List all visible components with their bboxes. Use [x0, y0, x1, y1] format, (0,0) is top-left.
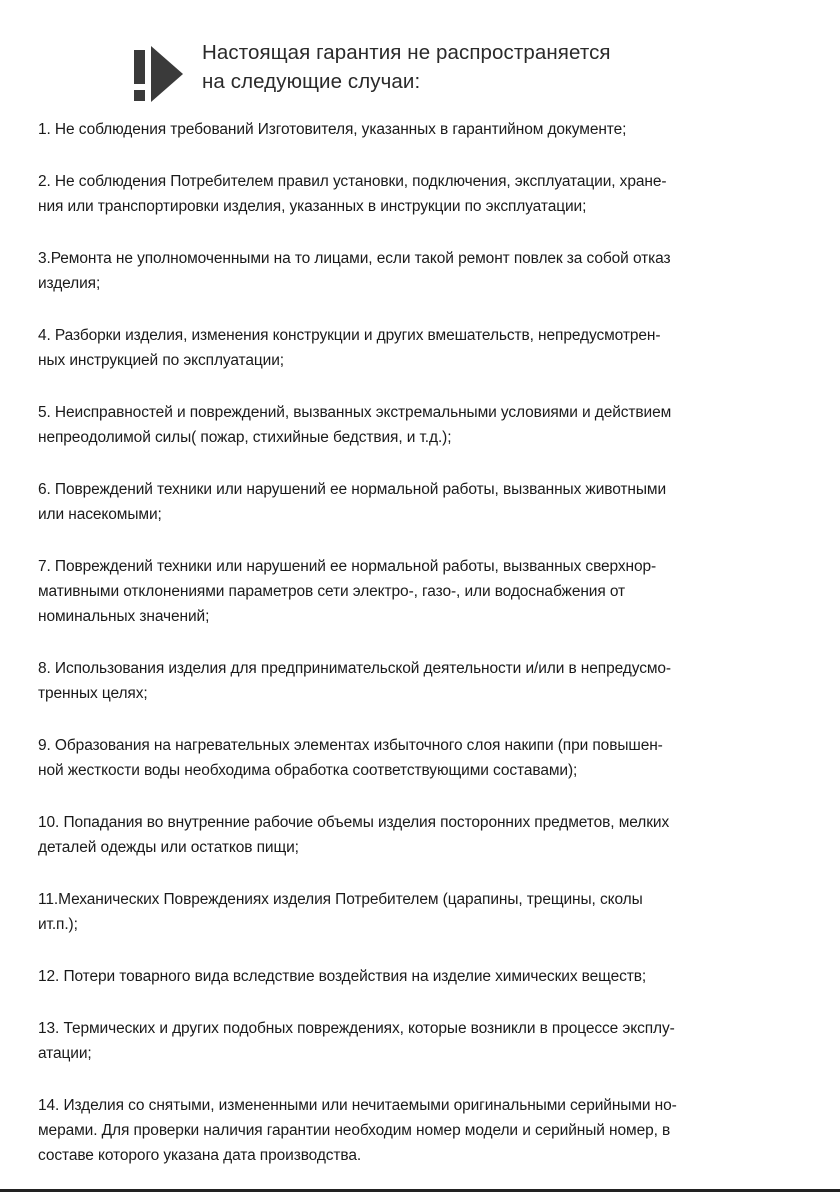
list-item-line: 5. Неисправностей и повреждений, вызванных экстремальными условиями и действием	[38, 404, 672, 421]
list-item-line: деталей одежды или остатков пищи;	[38, 839, 299, 856]
list-item-line: ния или транспортировки изделия, указанных в инструкции по эксплуатации;	[38, 198, 587, 215]
list-item-line: 13. Термических и других подобных повреждениях, которые возникли в процессе эксплу-	[38, 1020, 675, 1037]
exclamation-arrow-icon	[128, 44, 186, 106]
list-item-line: 4. Разборки изделия, изменения конструкции и других вмешательств, непредусмотрен-	[38, 327, 661, 344]
list-item-line: 11.Механических Повреждениях изделия Потребителем (царапины, трещины, сколы	[38, 891, 643, 908]
list-item-line: ной жесткости воды необходима обработка соответствующими составами);	[38, 762, 578, 779]
list-item-line: 2. Не соблюдения Потребителем правил установки, подключения, эксплуатации, хране-	[38, 173, 667, 190]
list-item	[38, 477, 808, 527]
list-item-line: 7. Повреждений техники или нарушений ее нормальной работы, вызванных сверхнор-	[38, 558, 657, 575]
list-item-line: 10. Попадания во внутренние рабочие объемы изделия посторонних предметов, мелких	[38, 814, 670, 831]
list-item-line: изделия;	[38, 275, 101, 292]
list-item	[38, 400, 808, 450]
list-item-line: или насекомыми;	[38, 506, 162, 523]
page-title	[202, 38, 611, 96]
list-item-line: 14. Изделия со снятыми, измененными или нечитаемыми оригинальными серийными но-	[38, 1097, 677, 1114]
list-item	[38, 656, 808, 706]
page-title-line-2: на следующие случаи:	[202, 70, 421, 93]
list-item-line: 3.Ремонта не уполномоченными на то лицами, если такой ремонт повлек за собой отказ	[38, 250, 671, 267]
list-item-line: номинальных значений;	[38, 608, 210, 625]
list-item	[38, 964, 808, 989]
list-item	[38, 1016, 808, 1066]
list-item-line: тренных целях;	[38, 685, 148, 702]
list-item	[38, 1093, 808, 1168]
list-item-line: мерами. Для проверки наличия гарантии необходим номер модели и серийный номер, в	[38, 1122, 671, 1139]
list-item-line: 12. Потери товарного вида вследствие воздействия на изделие химических веществ;	[38, 968, 647, 985]
list-item-line: атации;	[38, 1045, 92, 1062]
list-item-line: 9. Образования на нагревательных элементах избыточного слоя накипи (при повышен-	[38, 737, 663, 754]
list-item-line: 1. Не соблюдения требований Изготовителя, указанных в гарантийном документе;	[38, 121, 627, 138]
exclusions-list	[38, 117, 808, 1195]
list-item	[38, 733, 808, 783]
list-item	[38, 810, 808, 860]
list-item-line: 8. Использования изделия для предпринимательской деятельности и/или в непредусмо-	[38, 660, 671, 677]
list-item-line: составе которого указана дата производства.	[38, 1147, 362, 1164]
warranty-exclusions-header	[128, 38, 611, 108]
list-item	[38, 117, 808, 142]
list-item-line: ит.п.);	[38, 916, 78, 933]
list-item-line: непреодолимой силы( пожар, стихийные бедствия, и т.д.);	[38, 429, 452, 446]
list-item	[38, 323, 808, 373]
list-item-line: мативными отклонениями параметров сети электро-, газо-, или водоснабжения от	[38, 583, 626, 600]
list-item	[38, 887, 808, 937]
list-item	[38, 554, 808, 629]
list-item-line: ных инструкцией по эксплуатации;	[38, 352, 284, 369]
list-item	[38, 169, 808, 219]
list-item-line: 6. Повреждений техники или нарушений ее нормальной работы, вызванных животными	[38, 481, 667, 498]
list-item	[38, 246, 808, 296]
page-title-line-1: Настоящая гарантия не распространяется	[202, 41, 611, 64]
